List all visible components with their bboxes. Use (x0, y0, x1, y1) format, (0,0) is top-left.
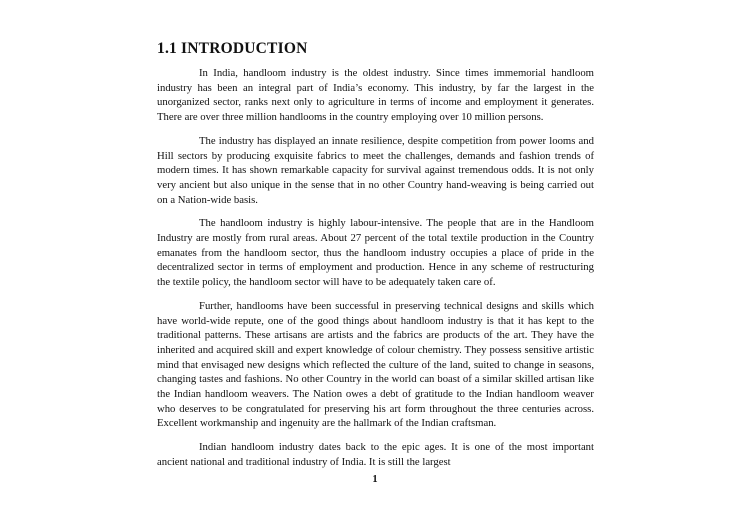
page-number: 1 (372, 474, 378, 485)
paragraph-2: The industry has displayed an innate resilience, despite competition from power looms and Hill sectors by producing exquisite fabrics to meet the challenges, demands and fashion trends of modern times. It has shown remarkable capacity for survival against tremendous odds. It is not only very ancient but also unique in the sense that in no other Country hand-weaving is being carried out on a Nation-wide basis. (157, 134, 594, 206)
paragraph-1: In India, handloom industry is the oldest industry. Since times immemorial handloom industry has been an integral part of India’s economy. This industry, by far the largest in the unorganized sector, ranks next only to agriculture in terms of income and employment it generates. There are over three million handlooms in the country employing over 10 million persons. (157, 67, 594, 124)
section-heading: 1.1 INTRODUCTION (157, 40, 308, 57)
paragraph-4: Further, handlooms have been successful in preserving technical designs and skills which have world-wide repute, one of the good things about handloom industry is that it has kept to the traditional patterns. These artisans are artists and the fabrics are products of the art. They have the inherited and acquired skill and expert knowledge of colour chemistry. They possess sensitive artistic mind that envisaged new designs which reflected the culture of the land, suited to change in seasons, changing tastes and fashions. No other Country in the world can boast of a similar skilled artisan like the Indian handloom weavers. The Nation owes a debt of gratitude to the Indian handloom weaver who deserves to be congratulated for preserving his art form throughout the three centuries across. Excellent workmanship and ingenuity are the hallmark of the Indian craftsman. (157, 299, 594, 430)
paragraph-5: Indian handloom industry dates back to the epic ages. It is one of the most important ancient national and traditional industry of India. It is still the largest (157, 441, 594, 468)
document-body (157, 66, 594, 479)
paragraph-3: The handloom industry is highly labour-intensive. The people that are in the Handloom Industry are mostly from rural areas. About 27 percent of the total textile production in the Country emanates from the handloom sector, thus the handloom industry occupies a place of pride in the decentralized sector in terms of employment and production. Hence in any scheme of restructuring the textile policy, the handloom sector will have to be adequately taken care of. (157, 217, 594, 289)
